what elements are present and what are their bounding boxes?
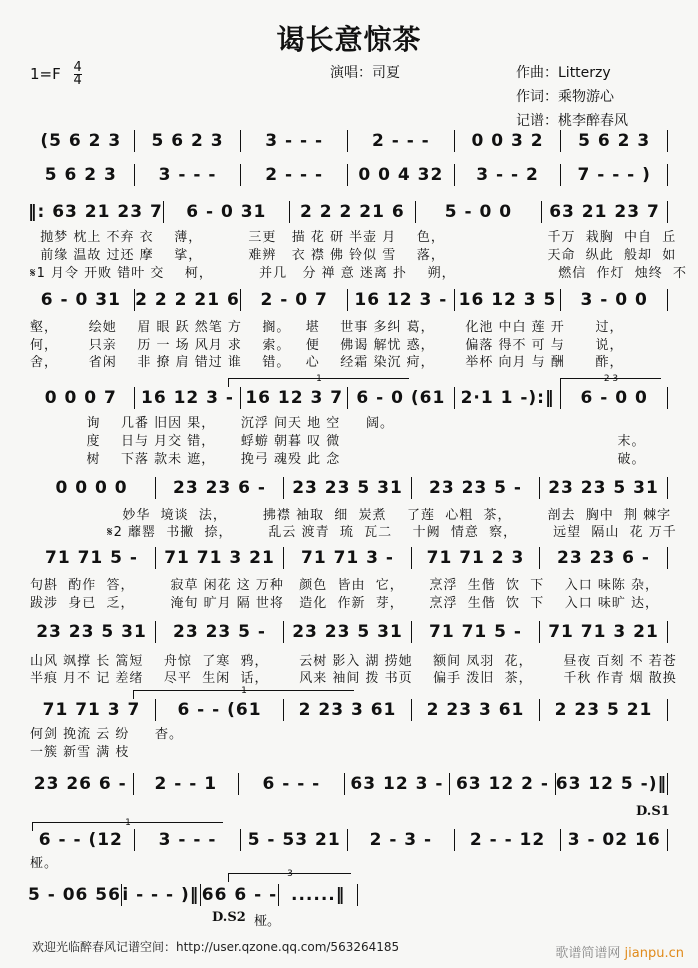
- measure: 23 23 5 31: [292, 622, 403, 642]
- lyric-line: 何， 只亲 历 一 场 风月 求 索。 便 佛谒 解忧 惑， 偏落 得不 可 与 说，: [30, 338, 624, 353]
- volta-1: 1: [228, 378, 409, 387]
- lyric-line: 𝄋1 月令 开败 错叶 交 柯， 并几 分 禅 意 迷离 扑 朔， 燃信 作灯 烛终 不: [30, 266, 688, 281]
- measure: (5 6 2 3: [40, 131, 122, 151]
- measure: 23 23 5 31: [292, 478, 403, 498]
- time-signature: $\frac{4}{4}$: [73, 60, 82, 88]
- notation-system: [28, 164, 668, 186]
- bar-line: [667, 829, 668, 851]
- measure: 16 12 3 5: [458, 290, 557, 310]
- measure: 6 - 0 0: [580, 388, 648, 408]
- measure: 71 71 3 21: [164, 548, 275, 568]
- measure: 63 21 23 7: [549, 202, 660, 222]
- volta-1c: 1: [32, 822, 223, 831]
- key: 1=F: [30, 65, 61, 83]
- measure: 0 0 4 32: [358, 165, 444, 185]
- lyric-line: 舍， 省闲 非 撩 肩 错过 谁 错。 心 经霜 染沉 疴， 举杯 向月 与 酬 酢，: [30, 355, 624, 370]
- notation-system: [28, 699, 668, 721]
- measure: 0 0 0 7: [44, 388, 117, 408]
- measure: 6 - - (61: [177, 700, 262, 720]
- measure: 5 6 2 3: [578, 131, 651, 151]
- lyric-line: 度 日与 月交 错， 蜉蝣 朝暮 叹 微 末。: [30, 434, 646, 449]
- measure: 2 - - -: [371, 131, 430, 151]
- ds2-lyric: 桠。: [254, 914, 281, 929]
- measure: 2 - 0 7: [260, 290, 328, 310]
- notation-system: [28, 130, 668, 152]
- measure: 7 - - - ): [577, 165, 651, 185]
- notation-system: [28, 477, 668, 499]
- transcriber: 记谱：桃李醉春风: [516, 113, 628, 129]
- notation-system: [28, 884, 358, 906]
- measure: 71 71 2 3: [426, 548, 525, 568]
- lyric-line: 桠。: [30, 856, 59, 871]
- notation-system: [28, 621, 668, 643]
- measure: 2 - - 1: [154, 774, 218, 794]
- lyric-line: 妙华 境谈 法， 拂襟 袖取 细 炭煮 了莲 心粗 茶， 剖去 胸中 荆 棘字: [30, 508, 672, 523]
- lyric-line: 句斟 酌作 答， 寂草 闲花 这 万种 颜色 皆由 它， 烹浮 生偕 饮 下 入口 味陈 杂，: [30, 578, 660, 593]
- measure: 23 23 5 -: [429, 478, 522, 498]
- bar-line: [667, 547, 668, 569]
- measure: 5 6 2 3: [151, 131, 224, 151]
- bar-line: [667, 387, 668, 409]
- lyric-line: 半痕 月不 记 差绪 尽平 生闲 话， 风来 袖间 拨 书页 偏手 泼旧 茶， 千秋 作青 烟 散换: [30, 671, 677, 686]
- singer: 演唱：司夏: [330, 65, 400, 81]
- measure: 6 - - -: [262, 774, 321, 794]
- notation-system: [28, 289, 668, 311]
- measure: 5 6 2 3: [44, 165, 117, 185]
- measure: 6 - 0 31: [40, 290, 121, 310]
- measure: 2 - - 12: [469, 830, 546, 850]
- measure: 2 23 3 61: [426, 700, 525, 720]
- measure: 5 - 0 0: [444, 202, 513, 222]
- notation-system: [28, 387, 668, 409]
- measure: ‖: 63 21 23 7: [28, 202, 163, 222]
- lyric-line: 询 几番 旧因 果， 沉浮 间天 地 空 阔。: [30, 416, 394, 431]
- triplet-bracket: 3: [228, 873, 351, 882]
- measure: 63 12 2 -: [455, 774, 549, 794]
- notation-system: [28, 773, 668, 795]
- measure: 23 23 5 31: [548, 478, 659, 498]
- key-signature: [30, 62, 82, 87]
- measure: 63 12 5 -)‖: [555, 774, 667, 794]
- measure: 2 - - -: [265, 165, 324, 185]
- notation-system: [28, 201, 668, 223]
- lyric-line: 山风 飒撑 长 篙短 舟惊 了寒 鸦， 云树 影入 湖 捞她 额间 凤羽 花， 昼夜 百刻 不 若苍: [30, 654, 677, 669]
- lyric-line: 一簇 新雪 满 枝: [30, 745, 130, 760]
- notation-system: [28, 829, 668, 851]
- measure: 0 0 3 2: [471, 131, 544, 151]
- measure: 66 6 - -: [201, 885, 278, 905]
- measure: 3 - - 2: [476, 165, 539, 185]
- measure: 5 - 06 56: [28, 885, 121, 905]
- measure: i - - - )‖: [122, 885, 200, 905]
- lyric-line: 壑， 绘她 眉 眼 跃 然笔 方 搁。 堪 世事 多纠 葛， 化池 中白 莲 开 过，: [30, 320, 624, 335]
- lyric-line: 跋涉 身已 乏， 淹旬 旷月 隔 世将 造化 作新 芽， 烹浮 生偕 饮 下 入口 味旷 达，: [30, 596, 660, 611]
- measure: 3 - - -: [265, 131, 324, 151]
- measure: 23 26 6 -: [33, 774, 127, 794]
- measure: 3 - - -: [158, 165, 217, 185]
- bar-line: [667, 164, 668, 186]
- measure: 6 - 0 31: [186, 202, 267, 222]
- lyric-line: 何剑 挽流 云 纷 杳。: [30, 727, 184, 742]
- lyric-line: 树 下落 款未 遮， 挽弓 魂殁 此 念 破。: [30, 452, 646, 467]
- measure: 16 12 3 -: [141, 388, 234, 408]
- volta-2-3: 2 3: [560, 378, 661, 387]
- measure: 2 2 2 21 6: [300, 202, 405, 222]
- footer-link: 欢迎光临醉春风记谱空间：http://user.qzone.qq.com/563264185: [32, 940, 400, 954]
- measure: 71 71 5 -: [45, 548, 138, 568]
- measure: 0 0 0 0: [55, 478, 128, 498]
- measure: 23 23 6 -: [173, 478, 266, 498]
- lyricist: 作词：乘物游心: [516, 89, 614, 105]
- measure: 16 12 3 -: [354, 290, 448, 310]
- measure: 3 - - -: [158, 830, 217, 850]
- bar-line: [667, 773, 668, 795]
- measure: 6 - - (12: [38, 830, 123, 850]
- measure: 23 23 5 31: [36, 622, 147, 642]
- measure: 2 23 3 61: [298, 700, 397, 720]
- volta-1b: 1: [133, 690, 354, 699]
- lyric-line: 前缘 温故 过还 摩 挲， 难辨 衣 襟 佛 铃似 雪 落， 天命 纵此 般却 如: [30, 248, 677, 263]
- measure: 23 23 6 -: [557, 548, 650, 568]
- bar-line: [667, 477, 668, 499]
- measure: 2 2 2 21 6: [135, 290, 240, 310]
- bar-line: [667, 621, 668, 643]
- measure: 71 71 3 7: [42, 700, 141, 720]
- bar-line: [667, 289, 668, 311]
- bar-line: [357, 884, 358, 906]
- bar-line: [667, 130, 668, 152]
- measure: 5 - 53 21: [247, 830, 341, 850]
- measure: 63 12 3 -: [350, 774, 444, 794]
- measure: 2 - 3 -: [369, 830, 433, 850]
- bar-line: [667, 699, 668, 721]
- measure: ......‖: [291, 885, 346, 905]
- measure: 3 - 02 16: [567, 830, 661, 850]
- measure: 71 71 3 -: [301, 548, 394, 568]
- measure: 23 23 5 -: [173, 622, 266, 642]
- measure: 16 12 3 7: [245, 388, 344, 408]
- measure: 2 23 5 21: [554, 700, 653, 720]
- measure: 3 - 0 0: [580, 290, 648, 310]
- ds2-mark: D.S2: [212, 910, 246, 925]
- composer: 作曲：Litterzy: [516, 65, 611, 81]
- measure: 71 71 3 21: [548, 622, 659, 642]
- notation-system: [28, 547, 668, 569]
- bar-line: [667, 201, 668, 223]
- ds1-mark: D.S1: [636, 804, 670, 819]
- lyric-line: 𝄋2 蘼罂 书撇 捺， 乱云 渡青 琉 瓦二 十阙 情意 察， 远望 隔山 花 万千: [30, 525, 677, 540]
- watermark: 歌谱简谱网 jianpu.cn: [555, 946, 684, 961]
- lyric-line: 抛梦 枕上 不弃 衣 薄， 三更 描 花 研 半壶 月 色， 千万 栽胸 中自 丘: [30, 230, 677, 245]
- measure: 2·1 1 -):‖: [460, 388, 555, 408]
- measure: 71 71 5 -: [429, 622, 522, 642]
- song-title: 谒长意惊茶: [276, 23, 422, 56]
- measure: 6 - 0 (61: [356, 388, 446, 408]
